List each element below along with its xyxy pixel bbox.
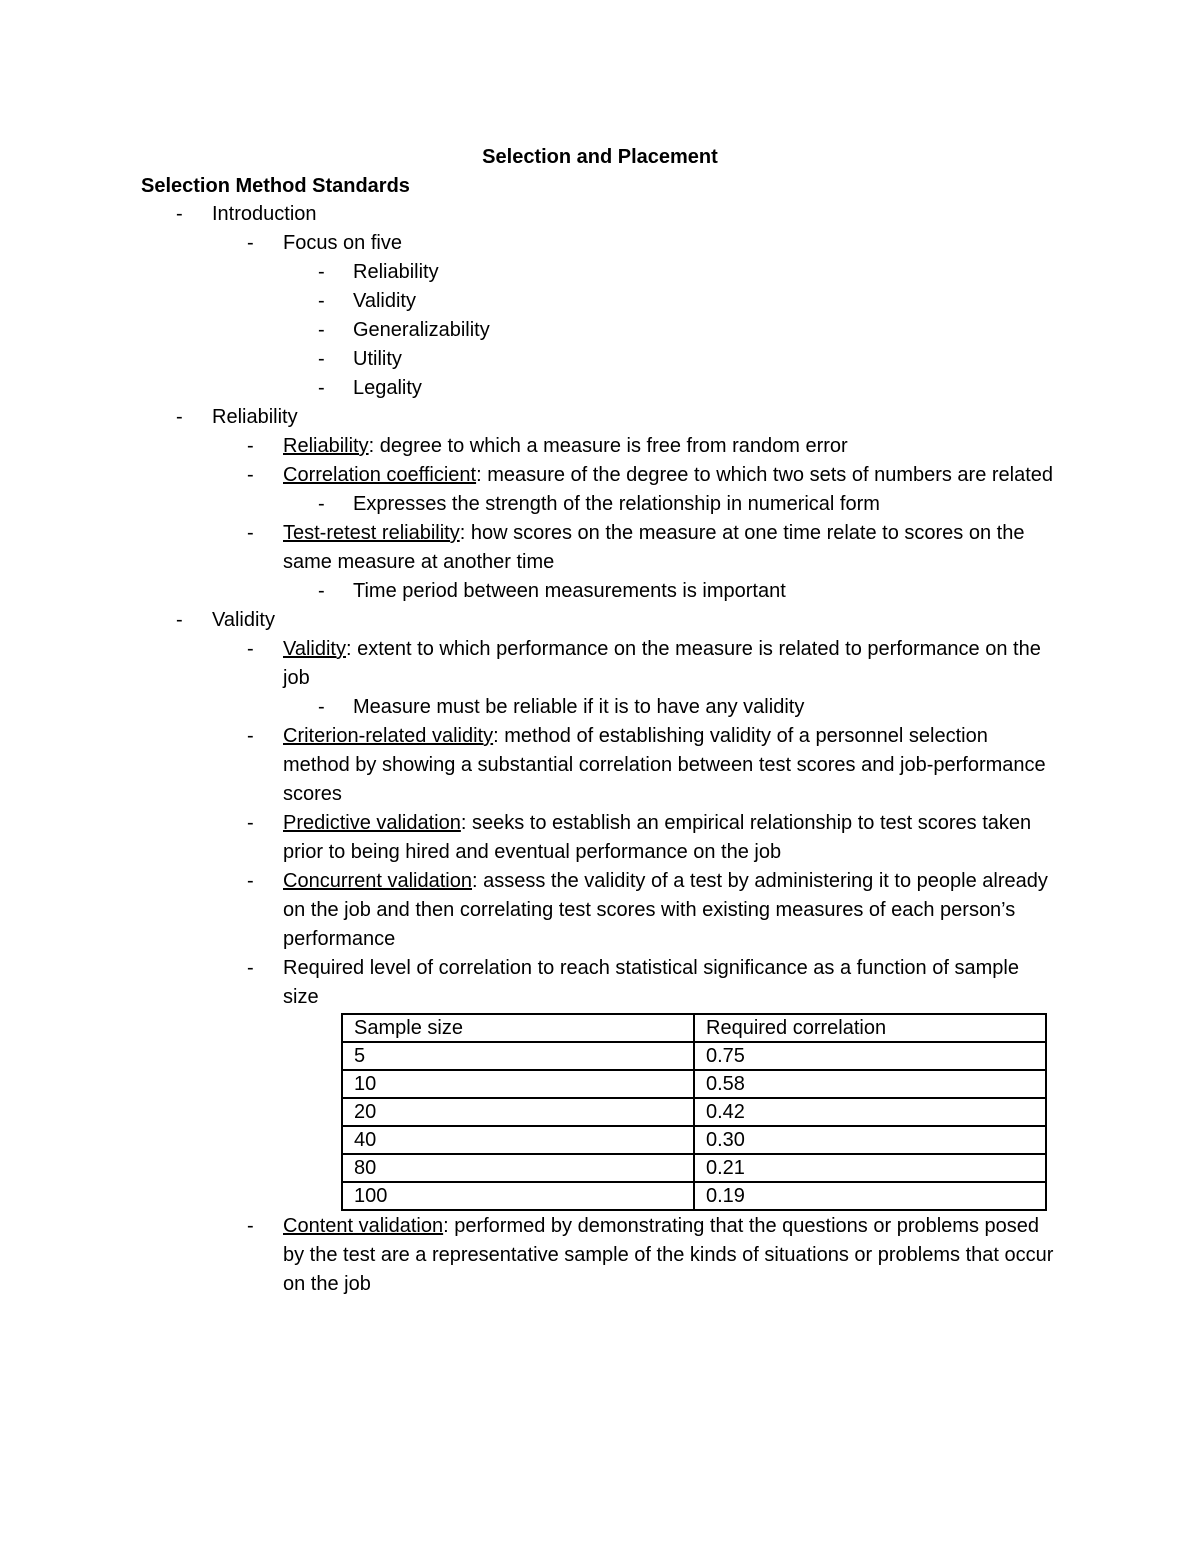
definition-text: : method of establishing validity of a personnel selection method by showing a substantial correlation between test scores and job-performance scores	[283, 725, 1046, 805]
bullet-dash: -	[247, 232, 254, 254]
term: Reliability	[283, 435, 369, 457]
bullet-dash: -	[176, 406, 183, 428]
focus-item: Generalizability	[353, 319, 490, 341]
table-cell: 5	[342, 1042, 694, 1070]
term: Concurrent validation	[283, 870, 472, 892]
list-item	[0, 403, 1200, 432]
document-title: Selection and Placement	[482, 146, 718, 168]
term: Validity	[283, 638, 346, 660]
bullet-dash: -	[247, 812, 254, 834]
list-item	[0, 432, 1200, 461]
focus-item: Legality	[353, 377, 422, 399]
concurrent-definition	[283, 867, 1058, 954]
list-item	[0, 722, 1200, 809]
bullet-dash: -	[318, 377, 325, 399]
definition-text: : measure of the degree to which two sets of numbers are related	[476, 464, 1054, 486]
table-row	[342, 1182, 1046, 1210]
bullet-dash: -	[247, 725, 254, 747]
table-cell: 0.42	[694, 1098, 1046, 1126]
bullet-dash: -	[247, 638, 254, 660]
criterion-definition	[283, 722, 1058, 809]
list-item	[0, 867, 1200, 954]
bullet-dash: -	[318, 493, 325, 515]
list-item	[0, 229, 1200, 258]
table-cell: 0.21	[694, 1154, 1046, 1182]
table-row	[342, 1042, 1046, 1070]
definition-text: : seeks to establish an empirical relationship to test scores taken prior to being hired and eventual performance on the job	[283, 812, 1032, 863]
definition-text: : how scores on the measure at one time relate to scores on the same measure at another time	[283, 522, 1025, 573]
list-item	[0, 1212, 1200, 1299]
table-cell: 80	[342, 1154, 694, 1182]
sub-point: Measure must be reliable if it is to have any validity	[353, 696, 805, 718]
list-item	[0, 519, 1200, 577]
term: Test-retest reliability	[283, 522, 460, 544]
bullet-dash: -	[247, 957, 254, 979]
list-item	[0, 374, 1200, 403]
test-retest-definition	[283, 519, 1058, 577]
intro-label: Introduction	[212, 203, 317, 225]
table-row	[342, 1098, 1046, 1126]
bullet-dash: -	[318, 580, 325, 602]
term: Criterion-related validity	[283, 725, 494, 747]
definition-text: : performed by demonstrating that the questions or problems posed by the test are a representative sample of the kinds of situations or problems that occur on the job	[283, 1215, 1054, 1295]
validity-label: Validity	[212, 609, 275, 631]
table-row	[342, 1070, 1046, 1098]
bullet-dash: -	[247, 522, 254, 544]
bullet-dash: -	[247, 1215, 254, 1237]
bullet-dash: -	[176, 609, 183, 631]
content-validation-definition	[283, 1212, 1058, 1299]
definition-text: : assess the validity of a test by administering it to people already on the job and then correlating test scores with existing measures of each person’s performance	[283, 870, 1048, 950]
sub-point: Time period between measurements is important	[353, 580, 786, 602]
reliability-label: Reliability	[212, 406, 298, 428]
table-row	[342, 1126, 1046, 1154]
bullet-dash: -	[176, 203, 183, 225]
table-header-cell: Sample size	[342, 1014, 694, 1042]
list-item	[0, 345, 1200, 374]
table-cell: 20	[342, 1098, 694, 1126]
bullet-dash: -	[247, 870, 254, 892]
bullet-dash: -	[318, 290, 325, 312]
bullet-dash: -	[247, 435, 254, 457]
table-header-cell: Required correlation	[694, 1014, 1046, 1042]
list-item	[0, 635, 1200, 693]
correlation-table	[341, 1013, 1047, 1211]
table-cell: 0.75	[694, 1042, 1046, 1070]
bullet-dash: -	[318, 319, 325, 341]
table-cell: 0.19	[694, 1182, 1046, 1210]
validity-definition	[283, 635, 1058, 693]
predictive-definition	[283, 809, 1058, 867]
focus-item: Utility	[353, 348, 402, 370]
list-item	[0, 316, 1200, 345]
list-item	[0, 606, 1200, 635]
focus-item: Reliability	[353, 261, 439, 283]
outline	[0, 200, 1200, 1299]
list-item	[0, 693, 1200, 722]
list-item	[0, 461, 1200, 490]
list-item	[0, 200, 1200, 229]
bullet-dash: -	[318, 696, 325, 718]
list-item	[0, 490, 1200, 519]
list-item	[0, 954, 1200, 1012]
intro-focus: Focus on five	[283, 232, 402, 254]
table-row	[342, 1154, 1046, 1182]
section-heading: Selection Method Standards	[141, 175, 410, 197]
bullet-dash: -	[247, 464, 254, 486]
required-correlation-text: Required level of correlation to reach statistical significance as a function of sample size	[283, 957, 1019, 1008]
table-header-row	[342, 1014, 1046, 1042]
list-item	[0, 287, 1200, 316]
focus-item: Validity	[353, 290, 416, 312]
reliability-definition	[283, 432, 1058, 461]
term: Predictive validation	[283, 812, 461, 834]
table-cell: 0.58	[694, 1070, 1046, 1098]
correlation-definition	[283, 461, 1058, 490]
sub-point: Expresses the strength of the relationship in numerical form	[353, 493, 880, 515]
list-item	[0, 809, 1200, 867]
definition-text: : extent to which performance on the measure is related to performance on the job	[283, 638, 1041, 689]
bullet-dash: -	[318, 348, 325, 370]
term: Correlation coefficient	[283, 464, 477, 486]
bullet-dash: -	[318, 261, 325, 283]
term: Content validation	[283, 1215, 444, 1237]
definition-text: : degree to which a measure is free from random error	[368, 435, 848, 457]
list-item	[0, 577, 1200, 606]
table-cell: 10	[342, 1070, 694, 1098]
table-cell: 0.30	[694, 1126, 1046, 1154]
table-cell: 100	[342, 1182, 694, 1210]
table-cell: 40	[342, 1126, 694, 1154]
list-item	[0, 258, 1200, 287]
